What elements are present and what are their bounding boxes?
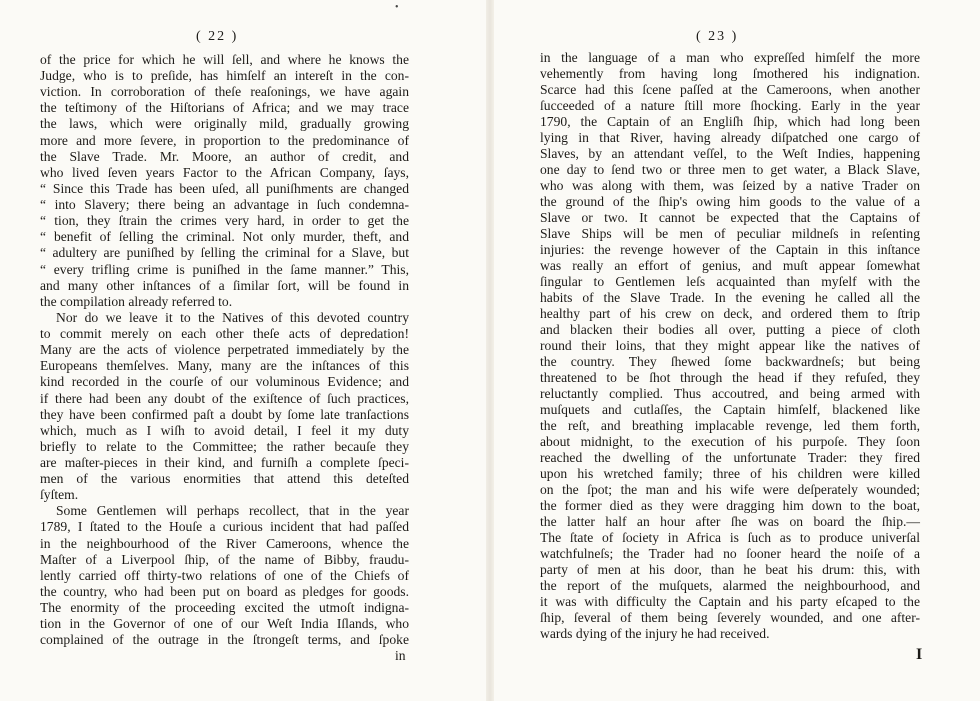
text-line: upon his wretched family; three of his children were killed [540, 466, 920, 481]
text-line: and blacken their bodies all over, putting a piece of cloth [540, 322, 920, 337]
text-line: of the price for which he will ſell, and where he knows the [40, 52, 409, 67]
text-line: complained of the outrage in the ſtrongeſt terms, and ſpoke [40, 632, 409, 648]
text-line: one day to ſend two or three men to get water, a Black Slave, [540, 162, 920, 177]
text-line: lently carried off thirty-two relations of one of the Chiefs of [40, 567, 409, 583]
text-line: threatened to be ſhot through the head if they refuſed, they [540, 370, 920, 385]
text-line: round their loins, that they might appear like the natives of [540, 338, 920, 353]
text-line: lying in that River, having already diſpatched one cargo of [540, 130, 920, 145]
text-line: Slaves, by an attendant veſſel, to the Weſt Indies, happening [540, 146, 920, 161]
text-line: Maſter of a Liverpool ſhip, of the name of Bibby, fraudu- [40, 551, 409, 567]
text-line: “ Since this Trade has been uſed, all puniſhments are changed [40, 180, 409, 196]
text-line: Scarce had this ſcene paſſed at the Cameroons, when another [540, 82, 920, 97]
text-line: the Slave Trade. Mr. Moore, an author of credit, and [40, 148, 409, 164]
text-line: “ tion, they ſtrain the crimes very hard, in order to get the [40, 213, 409, 229]
text-line: 1790, the Captain of an Engliſh ſhip, which had long been [540, 114, 920, 129]
text-line: who lived ſeven years Factor to the African Company, ſays, [40, 164, 409, 180]
text-line: are maſter-pieces in their kind, and furniſh a complete ſpeci- [40, 455, 409, 470]
text-line: kind recorded in the courſe of our voluminous Evidence; and [40, 374, 409, 390]
text-line: injuries: the revenge however of the Captain in this inſtance [540, 242, 920, 257]
text-line: on the ſpot; the man and his wife were deſperately wounded; [540, 482, 920, 497]
text-line: the country, who had been put on board as pledges for goods. [40, 583, 409, 599]
text-line: which, much as I wiſh to avoid detail, I feel it my duty [40, 422, 409, 438]
text-line: habits of the Slave Trade. In the evening he called all the [540, 290, 920, 305]
text-line: vehemently from having long ſmothered his indignation. [540, 66, 920, 81]
text-line: Slave Ships will be men of peculiar mildneſs in reſenting [540, 226, 920, 241]
text-line: and many other inſtances of a ſimilar ſort, will be found in [40, 277, 409, 293]
text-line: ſingular to Gentlemen leſs acquainted than myſelf with the [540, 274, 920, 289]
text-line: the reſt, and breathing implacable revenge, led them forth, [540, 418, 920, 433]
signature-mark: I [916, 646, 923, 663]
text-line: they have been confirmed paſt a doubt by ſome late tranſactions [40, 406, 409, 422]
text-line: briefly to relate to the Committee; the rather becauſe they [40, 438, 409, 454]
text-line: “ every trifling crime is puniſhed in the ſame manner.” This, [40, 261, 409, 277]
text-line: watchfulneſs; the Trader had no ſooner heard the noiſe of a [540, 546, 920, 561]
page-number-left: ( 22 ) [196, 29, 239, 44]
text-line: more and more ſevere, in proportion to the predominance of [40, 132, 409, 148]
text-line: “ adultery are puniſhed by ſelling the criminal for a Slave, but [40, 245, 409, 261]
text-line: Judge, who is to preſide, has himſelf an intereſt in the con- [40, 68, 409, 84]
text-line: Slave or two. It cannot be expected that the Captains of [540, 210, 920, 225]
text-line: viction. In corroboration of theſe reaſonings, we have again [40, 84, 409, 100]
text-line: the report of the muſquets, alarmed the neighbourhood, and [540, 578, 920, 593]
text-line: ſhip, ſeveral of them being ſeverely wounded, and one after- [540, 610, 920, 625]
text-line: ſucceeded of a nature ſtill more ſhocking. Early in the year [540, 98, 920, 113]
text-line: about midnight, to the execution of his purpoſe. They ſoon [540, 434, 920, 449]
text-line: the ground of the ſhip's owing him goods to the value of a [540, 194, 920, 209]
text-line: in the language of a man who expreſſed himſelf the more [540, 50, 920, 65]
ink-dot: • [395, 2, 399, 13]
text-line: was really an effort of genius, and muſt appear ſomewhat [540, 258, 920, 273]
text-line: the former died as they were dragging him down to the boat, [540, 498, 920, 513]
text-line: the country. They ſhewed ſome backwardneſs; but being [540, 354, 920, 369]
text-line: if there had been any doubt of the exiſtence of ſuch practices, [40, 390, 409, 406]
text-line: muſquets and cutlaſſes, the Captain himſelf, blackened like [540, 402, 920, 417]
text-line: ſyſtem. [40, 487, 79, 503]
text-line: tion in the Governor of one of our Weſt India Iſlands, who [40, 616, 409, 632]
text-line: party of men at his door, than he beat his drum: this, with [540, 562, 920, 577]
text-line: in the neighbourhood of the River Cameroons, whence the [40, 535, 409, 551]
right-page [490, 0, 980, 701]
text-line: 1789, I ſtated to the Houſe a curious incident that had paſſed [40, 519, 409, 535]
text-line: the latter half an hour after ſhe was on board the ſhip.— [540, 514, 920, 529]
text-line: “ benefit of ſelling the criminal. Not only murder, theft, and [40, 229, 409, 245]
text-line: wards dying of the injury he had received. [540, 626, 770, 641]
text-line: reached the dwelling of the unfortunate Trader: they fired [540, 450, 920, 465]
text-line: Many are the acts of violence perpetrated immediately by the [40, 342, 409, 358]
text-line: it was with difficulty the Captain and his party eſcaped to the [540, 594, 920, 609]
text-line: Some Gentlemen will perhaps recollect, that in the year [56, 503, 409, 519]
catchword: in [395, 648, 406, 663]
text-line: healthy part of his crew on deck, and ordered them to ſtrip [540, 306, 920, 321]
text-line: the teſtimony of the Hiſtorians of Africa; and we may trace [40, 100, 409, 116]
text-line: the laws, which were originally mild, gradually growing [40, 116, 409, 132]
page-number-right: ( 23 ) [696, 29, 739, 44]
text-line: The ſtate of ſociety in Africa is ſuch as to produce univerſal [540, 530, 920, 545]
text-line: men of the various enormities that attend this deteſted [40, 471, 409, 487]
text-line: Nor do we leave it to the Natives of this devoted country [56, 309, 409, 325]
text-line: to commit merely on each other theſe acts of depredation! [40, 326, 409, 342]
text-line: The enormity of the proceeding excited the utmoſt indigna- [40, 600, 409, 616]
text-line: the compilation already referred to. [40, 293, 233, 309]
text-line: reluctantly complied. Thus accoutred, and being armed with [540, 386, 920, 401]
text-line: who was along with them, was ſeized by a native Trader on [540, 178, 920, 193]
text-line: Europeans themſelves. Many, many are the inſtances of this [40, 358, 409, 374]
text-line: “ into Slavery; there being an advantage in ſuch condemna- [40, 197, 409, 213]
